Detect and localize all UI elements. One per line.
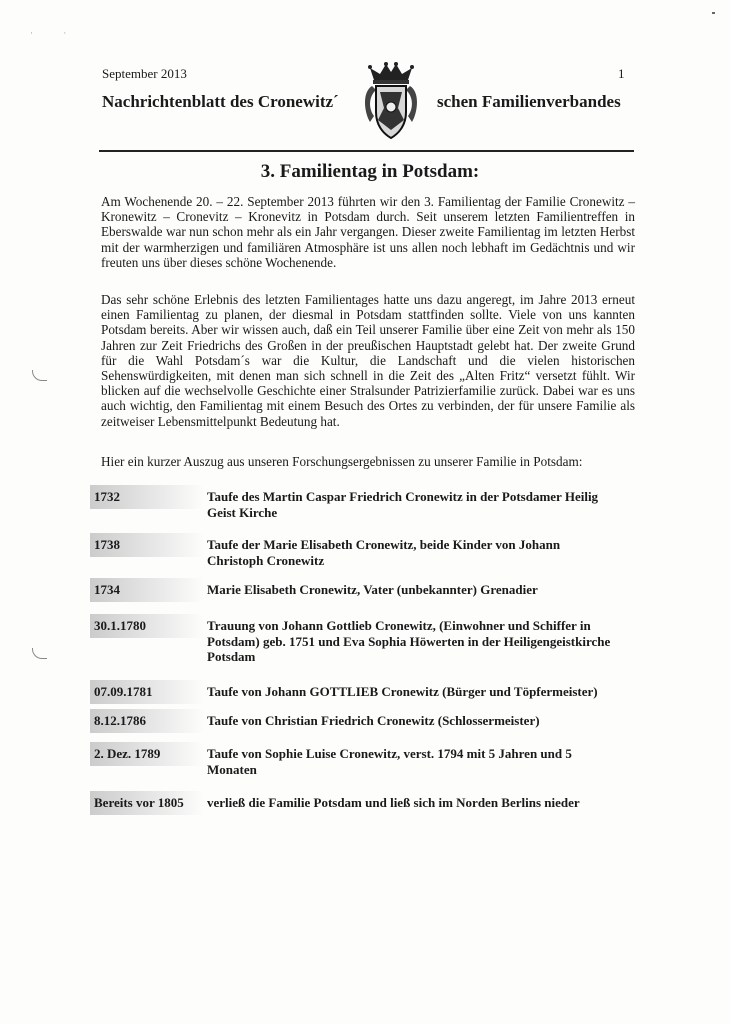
article-title: 3. Familientag in Potsdam: bbox=[260, 161, 480, 182]
timeline-date: Bereits vor 1805 bbox=[90, 791, 204, 815]
page-number: 1 bbox=[618, 66, 625, 81]
timeline-date: 07.09.1781 bbox=[90, 680, 204, 704]
timeline-date: 2. Dez. 1789 bbox=[90, 742, 204, 766]
timeline-date: 8.12.1786 bbox=[90, 709, 204, 733]
timeline-date: 1738 bbox=[90, 533, 204, 557]
timeline-text: Taufe der Marie Elisabeth Cronewitz, beide Kinder von Johann Christoph Cronewitz bbox=[207, 537, 561, 568]
header-title-left: Nachrichtenblatt des Cronewitz´ bbox=[102, 92, 339, 111]
scan-dot bbox=[712, 12, 715, 14]
header-divider bbox=[99, 150, 634, 152]
timeline-date: 1734 bbox=[90, 578, 204, 602]
paragraph-1: Am Wochenende 20. – 22. September 2013 führten wir den 3. Familientag der Familie Cronewitz – Kronewitz – Cronevitz – Kronevitz in Potsdam durch. Seit unserem letzten Familientreffen in Eberswalde war nun schon mehr als ein Jahr vergangen. Dieser zweite Familientag im letzten Herbst mit der warmherzigen und familiären Atmosphäre ist uns allen noch lebhaft im Gedächtnis und wir freuten uns über dieses schöne Wochenende. bbox=[101, 194, 635, 270]
timeline-text: verließ die Familie Potsdam und ließ sich im Norden Berlins nieder bbox=[207, 795, 580, 810]
timeline-intro: Hier ein kurzer Auszug aus unseren Forschungsergebnissen zu unserer Familie in Potsdam: bbox=[101, 454, 583, 469]
punch-hole-mark bbox=[32, 648, 47, 659]
timeline-date: 1732 bbox=[90, 485, 204, 509]
timeline-text: Taufe von Johann GOTTLIEB Cronewitz (Bürger und Töpfermeister) bbox=[207, 684, 598, 699]
header-title-right: schen Familienverbandes bbox=[437, 92, 621, 111]
timeline-text: Marie Elisabeth Cronewitz, Vater (unbekannter) Grenadier bbox=[207, 582, 538, 597]
punch-hole-mark bbox=[32, 370, 47, 381]
timeline-text: Taufe des Martin Caspar Friedrich Cronewitz in der Potsdamer Heilig Geist Kirche bbox=[207, 489, 599, 520]
timeline-text: Trauung von Johann Gottlieb Cronewitz, (Einwohner und Schiffer in Potsdam) geb. 1751 und Eva Sophia Höwerten in der Heiligengeistkirche Potsdam bbox=[207, 618, 611, 664]
paragraph-2: Das sehr schöne Erlebnis des letzten Familientages hatte uns dazu angeregt, im Jahre 2013 erneut einen Familientag zu planen, der diesmal in Potsdam stattfinden sollte. Viele von uns kannten Potsdam bereits. Aber wir wissen auch, daß ein Teil unserer Familie über eine Zeit von mehr als 150 Jahren zur Zeit Friedrichs des Großen in der preußischen Hauptstadt gelebt hat. Der zweite Grund für die Wahl Potsdam´s war die Kultur, die Landschaft und die vielen historischen Sehenswürdigkeiten, mit denen man sich schnell in die Zeit des „Alten Fritz“ versetzt fühlt. Wir blicken auf die wechselvolle Geschichte einer Stralsunder Patrizierfamilie zurück. Dabei war es uns auch wichtig, den Familientag mit einem Besuch des Ortes zu verbinden, der für unsere Familie als zeitweiser Lebensmittelpunkt Bedeutung hat. bbox=[101, 292, 635, 429]
scan-specks: · · bbox=[30, 28, 81, 38]
family-coat-of-arms-icon bbox=[360, 62, 422, 142]
timeline-text: Taufe von Sophie Luise Cronewitz, verst. 1794 mit 5 Jahren und 5 Monaten bbox=[207, 746, 572, 777]
timeline-date: 30.1.1780 bbox=[90, 614, 204, 638]
header-date: September 2013 bbox=[102, 66, 187, 81]
timeline-text: Taufe von Christian Friedrich Cronewitz (Schlossermeister) bbox=[207, 713, 540, 728]
